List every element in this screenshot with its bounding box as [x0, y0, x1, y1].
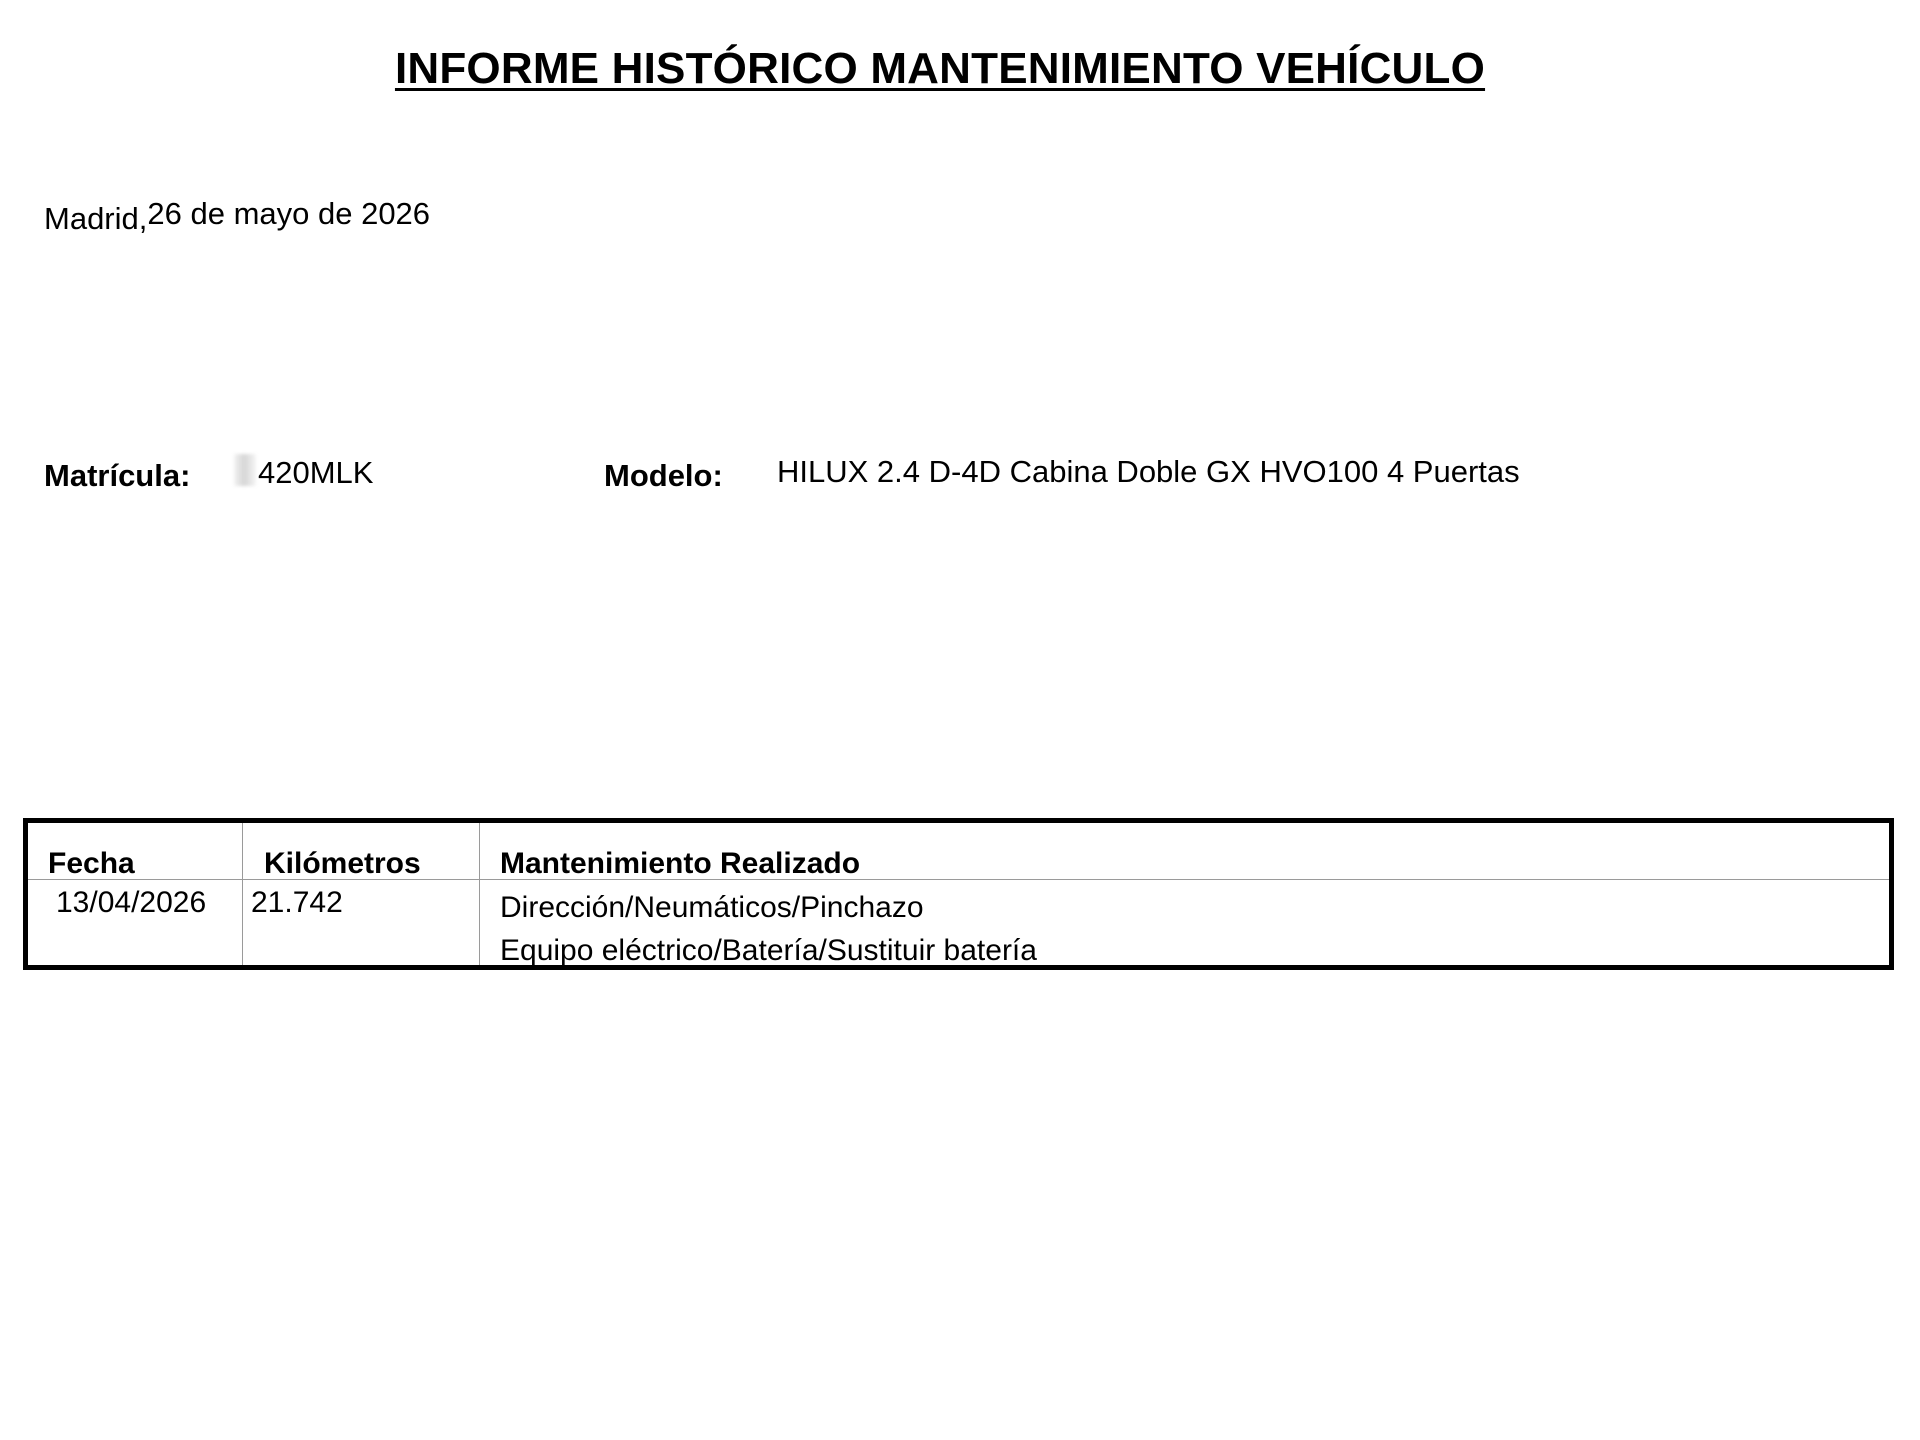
model-label: Modelo:	[604, 458, 723, 493]
report-title: INFORME HISTÓRICO MANTENIMIENTO VEHÍCULO	[394, 44, 1486, 93]
cell-maintenance-line: Dirección/Neumáticos/Pinchazo	[500, 891, 924, 924]
plate-value-wrapper	[234, 454, 373, 491]
redacted-blur	[234, 454, 256, 486]
column-divider	[242, 823, 243, 965]
plate-value: 420MLK	[258, 455, 374, 490]
report-date: 26 de mayo de 2026	[147, 196, 431, 231]
header-kilometers: Kilómetros	[264, 847, 421, 880]
cell-maintenance-line: Equipo eléctrico/Batería/Sustituir batería	[500, 934, 1037, 967]
model-value: HILUX 2.4 D-4D Cabina Doble GX HVO100 4 Puertas	[777, 454, 1520, 489]
cell-date: 13/04/2026	[56, 886, 207, 919]
header-maintenance: Mantenimiento Realizado	[500, 847, 861, 880]
place-date-line	[44, 196, 431, 236]
plate-label: Matrícula:	[44, 458, 191, 493]
maintenance-table	[23, 818, 1894, 970]
report-city: Madrid,	[44, 201, 148, 236]
column-divider	[479, 823, 480, 965]
cell-kilometers: 21.742	[251, 886, 343, 919]
header-date: Fecha	[48, 847, 135, 880]
